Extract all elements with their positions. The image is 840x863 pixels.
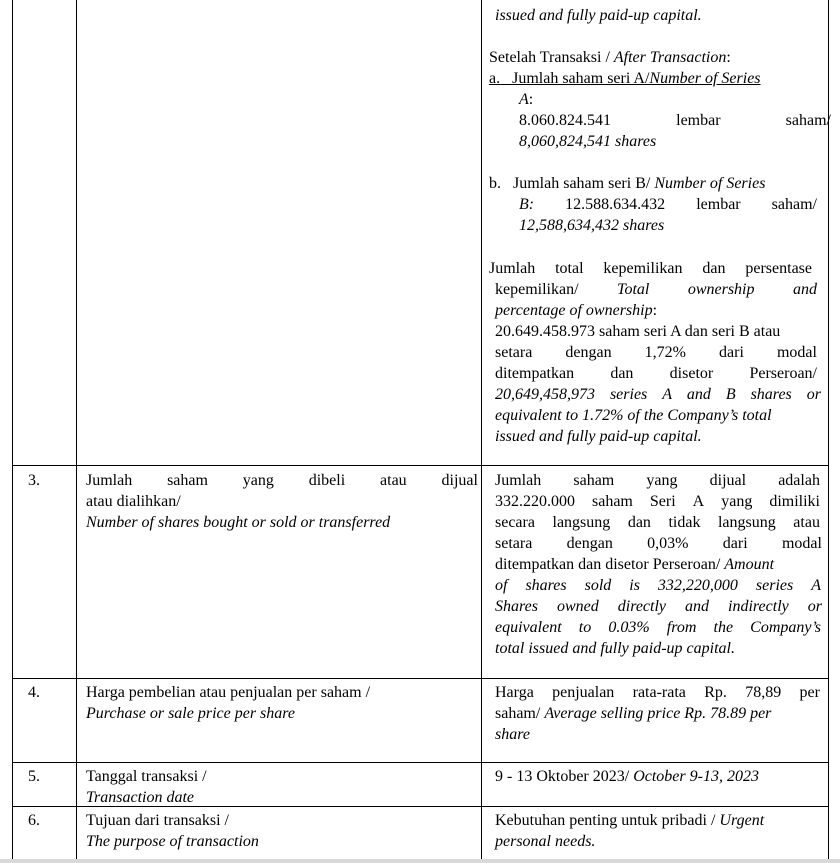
row2-cont-line: issued and fully paid-up capital. <box>495 7 702 24</box>
after-transaction-label: Setelah Transaksi / After Transaction: <box>489 49 731 66</box>
row5-number: 5. <box>28 768 40 785</box>
row6-value-line-2: personal needs. <box>495 833 596 850</box>
row3-value-line-8: equivalent to 0.03% from the Company’s <box>495 619 821 636</box>
row3-value-line-1: Jumlah saham yang dijual adalah <box>495 472 820 489</box>
item-a-title: a. Jumlah saham seri A/Number of Series <box>489 70 761 87</box>
row3-label-en: Number of shares bought or sold or transferred <box>86 514 391 531</box>
row4-label-en: Purchase or sale price per share <box>86 705 295 722</box>
row-divider-2-3 <box>12 465 829 466</box>
item-a-value-en: 8,060,824,541 shares <box>519 133 657 150</box>
total-line-2: kepemilikan/ Total ownership and <box>495 281 817 298</box>
row3-value-line-5: ditempatkan dan disetor Perseroan/ Amount <box>495 556 775 573</box>
row3-value-line-4: setara dengan 0,03% dari modal <box>495 535 822 552</box>
row4-value-line-1: Harga penjualan rata-rata Rp. 78,89 per <box>495 684 820 701</box>
row3-value-line-3: secara langsung dan tidak langsung atau <box>495 514 820 531</box>
total-line-7: 20,649,458,973 series A and B shares or <box>495 386 821 403</box>
total-line-4: 20.649.458.973 saham seri A dan seri B atau <box>495 323 781 340</box>
item-a-title-cont: A: <box>519 91 534 108</box>
row-divider-4-5 <box>12 762 829 763</box>
row3-number: 3. <box>28 472 40 489</box>
total-line-1: Jumlah total kepemilikan dan persentase <box>489 260 812 277</box>
row5-label-id: Tanggal transaksi / <box>86 768 207 785</box>
row4-value-line-3: share <box>495 726 530 743</box>
row3-value-line-9: total issued and fully paid-up capital. <box>495 640 735 657</box>
item-b-title: b. Jumlah saham seri B/ Number of Series <box>489 175 766 192</box>
row5-label-en: Transaction date <box>86 789 195 806</box>
row3-label-line-2: atau dialihkan/ <box>86 493 181 510</box>
total-line-8: equivalent to 1.72% of the Company’s total <box>495 407 772 424</box>
item-b-value-line: B: 12.588.634.432 lembar saham/ <box>519 196 817 213</box>
total-line-6: ditempatkan dan disetor Perseroan/ <box>495 365 817 382</box>
total-line-3: percentage of ownership: <box>495 302 658 319</box>
table-border-col2 <box>481 0 482 859</box>
item-b-value-en: 12,588,634,432 shares <box>519 217 665 234</box>
row5-value: 9 - 13 Oktober 2023/ October 9-13, 2023 <box>495 768 759 785</box>
row4-value-line-2: saham/ Average selling price Rp. 78.89 per <box>495 705 772 722</box>
page-bottom-edge <box>0 859 840 863</box>
item-a-value-line: 8.060.824.541 lembar saham/ <box>519 112 831 129</box>
table-border-col1 <box>76 0 77 859</box>
row4-label-id: Harga pembelian atau penjualan per saham / <box>86 684 371 701</box>
table-border-left <box>12 0 13 859</box>
row6-label-id: Tujuan dari transaksi / <box>86 812 229 829</box>
row3-value-line-6: of shares sold is 332,220,000 series A <box>495 577 821 594</box>
row-divider-3-4 <box>12 678 829 679</box>
total-line-9: issued and fully paid-up capital. <box>495 428 702 445</box>
row6-number: 6. <box>28 812 40 829</box>
row6-value-line-1: Kebutuhan penting untuk pribadi / Urgent <box>495 812 765 829</box>
row6-label-en: The purpose of transaction <box>86 833 259 850</box>
row3-value-line-7: Shares owned directly and indirectly or <box>495 598 822 615</box>
total-line-5: setara dengan 1,72% dari modal <box>495 344 817 361</box>
row3-value-line-2: 332.220.000 saham Seri A yang dimiliki <box>495 493 820 510</box>
row4-number: 4. <box>28 684 40 701</box>
row3-label-line-1: Jumlah saham yang dibeli atau dijual <box>86 472 478 489</box>
